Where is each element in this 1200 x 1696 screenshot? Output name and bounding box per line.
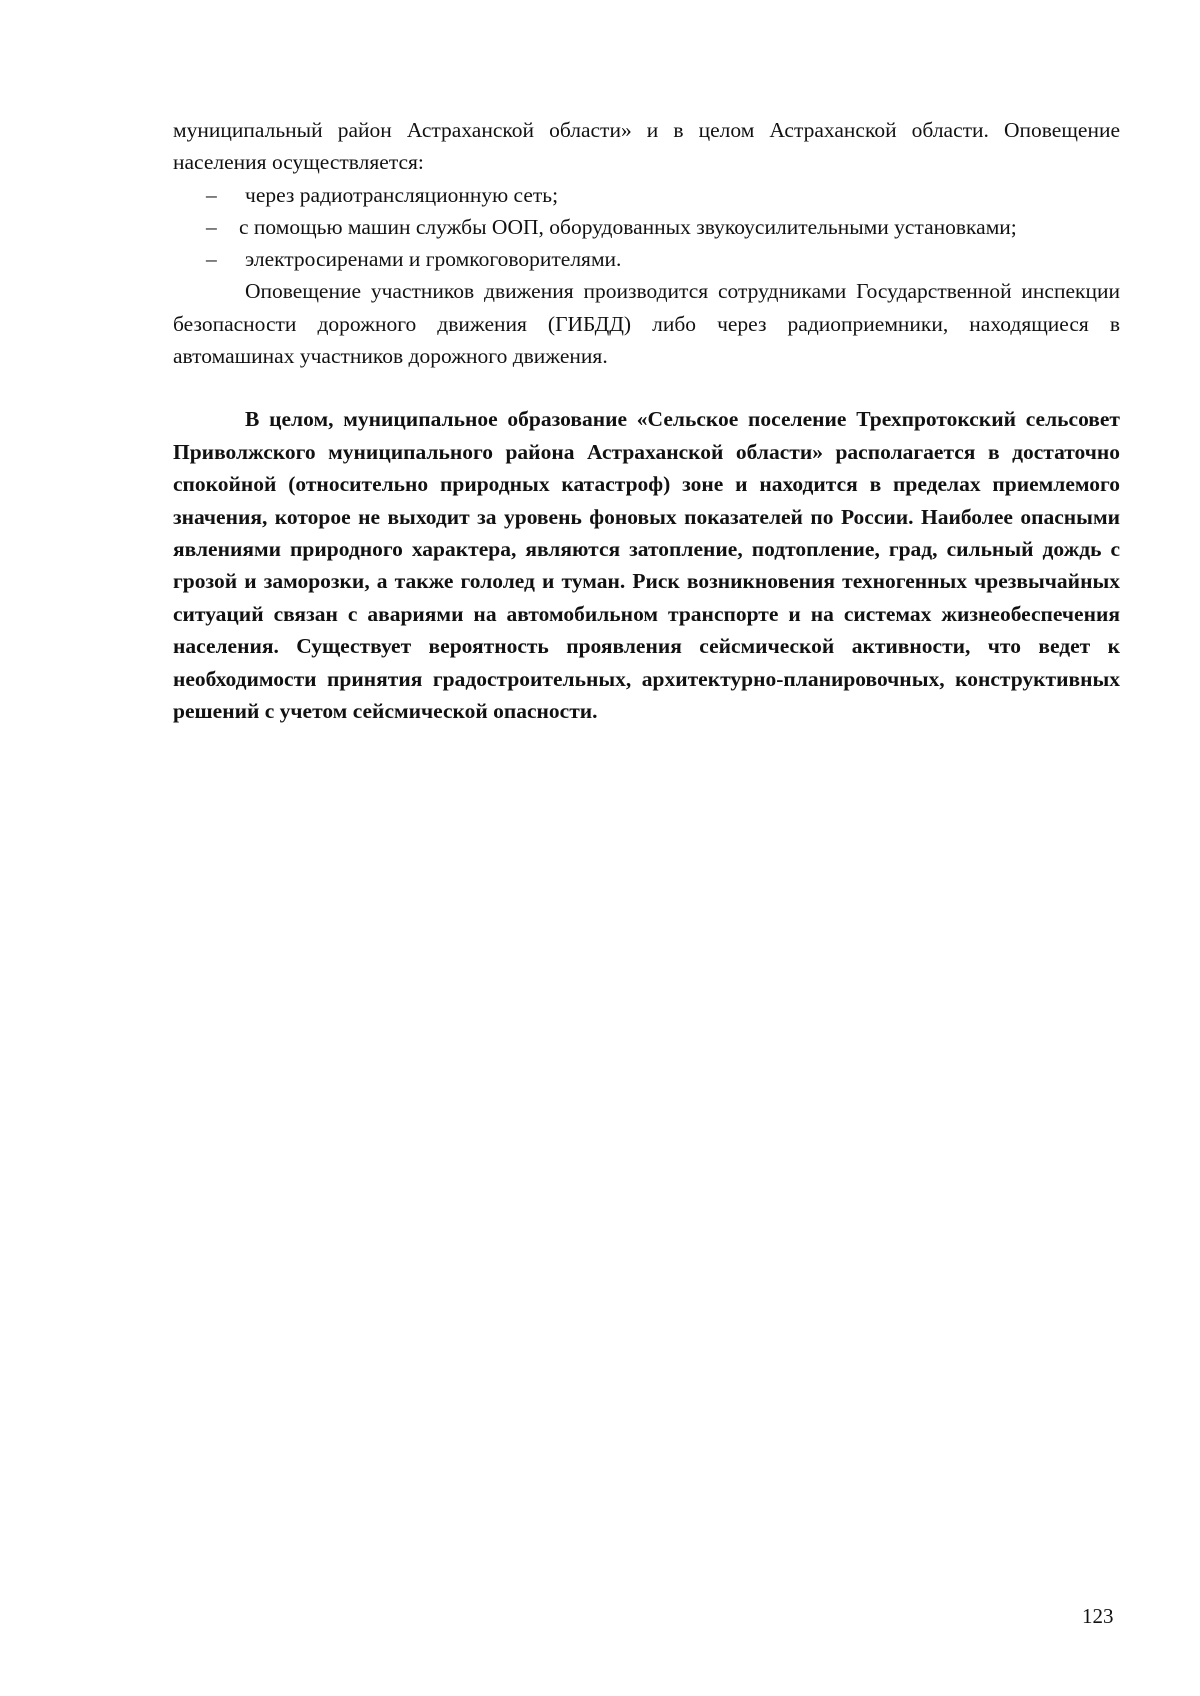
page-body <box>173 114 1120 727</box>
page-number: 123 <box>1082 1604 1114 1628</box>
list-item-text: через радиотрансляционную сеть; <box>245 182 559 207</box>
list-dash: – <box>206 214 217 239</box>
traffic-notification-paragraph: Оповещение участников движения производится сотрудниками Государственной инспекции безопасности дорожного движения (ГИБДД) либо через радиоприемники, находящиеся в автомашинах участников дорожного движения. <box>173 279 1120 369</box>
list-dash: – <box>206 182 217 207</box>
list-item <box>173 243 1120 275</box>
list-item <box>173 211 1120 243</box>
list-item <box>173 179 1120 211</box>
list-item-text: электросиренами и громкоговорителями. <box>245 247 622 272</box>
list-dash: – <box>206 247 217 272</box>
list-item-text: с помощью машин службы ООП, оборудованных звукоусилительными установками; <box>239 214 1017 239</box>
intro-paragraph: муниципальный район Астраханской области» и в целом Астраханской области. Оповещение населения осуществляется: <box>173 118 1120 175</box>
conclusion-paragraph: В целом, муниципальное образование «Сельское поселение Трехпротокский сельсовет Приволжского муниципального района Астраханской области» располагается в достаточно спокойной (относительно природных катастроф) зоне и находится в пределах приемлемого значения, которое не выходит за уровень фоновых показателей по России. Наиболее опасными явлениями природного характера, являются затопление, подтопление, град, сильный дождь с грозой и заморозки, а также гололед и туман. Риск возникновения техногенных чрезвычайных ситуаций связан с авариями на автомобильном транспорте и на системах жизнеобеспечения населения. Существует вероятность проявления сейсмической активности, что ведет к необходимости принятия градостроительных, архитектурно-планировочных, конструктивных решений с учетом сейсмической опасности. <box>173 407 1120 724</box>
